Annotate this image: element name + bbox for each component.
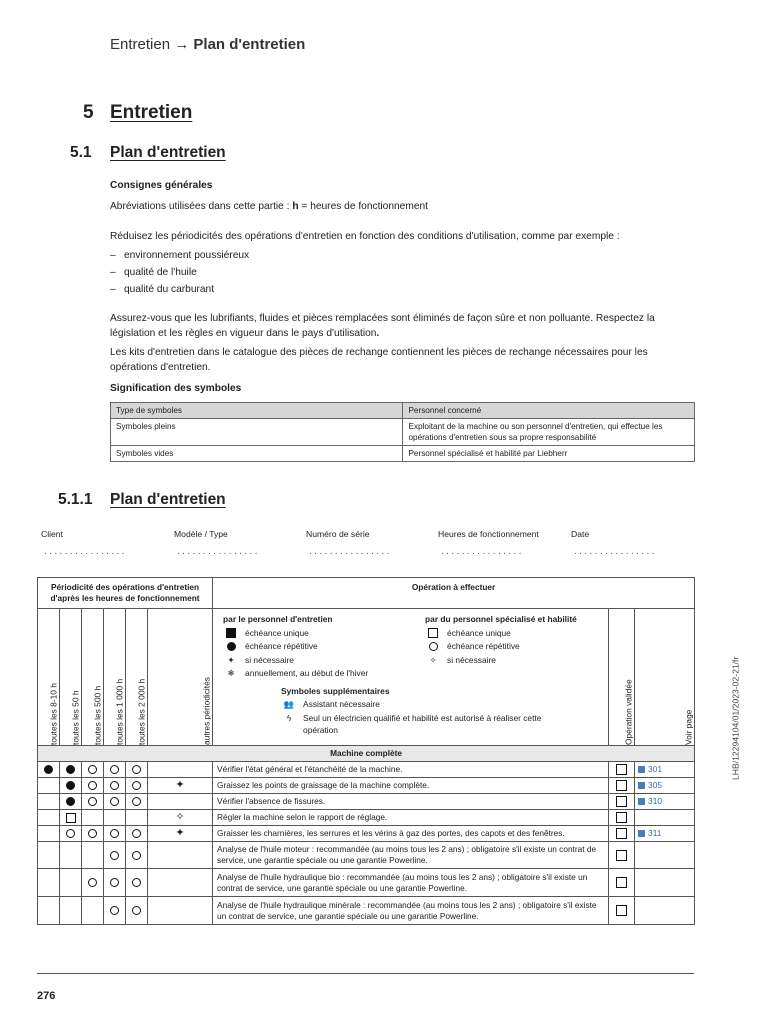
table-row: [38, 762, 695, 778]
table-row: [38, 842, 695, 869]
legend-item: ✦ si nécessaire: [223, 654, 425, 668]
mark-cell: [60, 762, 82, 778]
validated-cell: [609, 826, 635, 842]
open-star-icon: ✧: [429, 654, 437, 665]
mark-cell: [126, 810, 148, 826]
legend-staff-title: par le personnel d'entretien: [223, 614, 333, 624]
operation-text: Vérifier l'absence de fissures.: [213, 794, 609, 810]
operation-text: Analyse de l'huile moteur : recommandée (au moins tous les 2 ans) ; obligatoire s'il existe un contrat de service, une garantie spéciale ou une garantie Powerline.: [213, 842, 609, 869]
mark-cell: [148, 810, 213, 826]
breadcrumb-parent[interactable]: Entretien: [110, 36, 171, 53]
open-circle-icon: [132, 797, 141, 806]
mark-cell: [126, 794, 148, 810]
mark-cell: [82, 897, 104, 925]
plan-rows: [38, 762, 695, 925]
mark-cell: [82, 778, 104, 794]
open-square-icon: [428, 628, 438, 638]
section-title: Entretien: [110, 102, 193, 123]
legend-extra: [281, 685, 598, 736]
page-ref-cell: [635, 842, 695, 869]
open-circle-icon: [132, 829, 141, 838]
mark-cell: [104, 869, 126, 897]
mark-cell: [60, 826, 82, 842]
column-header-500h: toutes les 500 h: [82, 609, 104, 746]
filled-circle-icon: [227, 642, 236, 651]
two-persons-icon: 👥: [283, 699, 295, 709]
open-circle-icon: [88, 797, 97, 806]
field-label-hours: Heures de fonctionnement: [438, 529, 539, 539]
table-cell: Symboles pleins: [111, 419, 403, 446]
operation-text: Graissez les points de graissage de la machine complète.: [213, 778, 609, 794]
page-number: 276: [37, 990, 56, 1002]
validated-cell: [609, 810, 635, 826]
column-header-2000h: toutes les 2 000 h: [126, 609, 148, 746]
mark-cell: [38, 810, 60, 826]
mark-cell: [82, 794, 104, 810]
validated-checkbox[interactable]: [616, 780, 627, 791]
list-item: – environnement poussiéreux: [110, 250, 250, 261]
open-circle-icon: [132, 851, 141, 860]
mark-cell: [148, 762, 213, 778]
column-header-8-10h: toutes les 8-10 h: [38, 609, 60, 746]
validated-checkbox[interactable]: [616, 812, 627, 823]
mark-cell: [104, 826, 126, 842]
table-row: [38, 746, 695, 762]
open-circle-icon: [110, 851, 119, 860]
table-row: [38, 609, 695, 746]
table-cell: Exploitant de la machine ou son personnel d'entretien, qui effectue les opérations d'entretien sous sa propre responsabilité: [403, 419, 695, 446]
operation-text: Graisser les charnières, les serrures et les vérins à gaz des portes, des capots et des fenêtres.: [213, 826, 609, 842]
table-row: [38, 826, 695, 842]
column-header-see-page: Voir page: [635, 609, 695, 746]
table-cell: Personnel spécialisé et habilité par Liebherr: [403, 446, 695, 462]
mark-cell: [104, 762, 126, 778]
legend-special-title: par du personnel spécialisé et habilité: [425, 614, 577, 624]
page-link[interactable]: 305: [648, 780, 663, 790]
legend-item: 👥 Assistant nécessaire: [281, 698, 598, 712]
column-header-validated: Opération validée: [609, 609, 635, 746]
validated-cell: [609, 762, 635, 778]
mark-cell: [38, 826, 60, 842]
table-row: [38, 869, 695, 897]
mark-cell: [126, 869, 148, 897]
open-circle-icon: [429, 642, 438, 651]
filled-circle-icon: [66, 797, 75, 806]
mark-cell: [104, 778, 126, 794]
hours-field[interactable]: ................: [441, 546, 524, 557]
open-circle-icon: [132, 781, 141, 790]
legend-item: échéance répétitive: [425, 640, 577, 654]
mark-cell: [148, 794, 213, 810]
mark-cell: [148, 897, 213, 925]
subsection-number: 5.1: [70, 144, 92, 161]
mark-cell: [126, 826, 148, 842]
mark-cell: [38, 842, 60, 869]
open-circle-icon: [110, 797, 119, 806]
mark-cell: [38, 762, 60, 778]
reduce-text: Réduisez les périodicités des opérations d'entretien en fonction des conditions d'utilisation, comme par exemple :: [110, 231, 620, 242]
validated-cell: [609, 869, 635, 897]
mark-cell: [38, 897, 60, 925]
table-row: [38, 810, 695, 826]
open-circle-icon: [88, 781, 97, 790]
client-field[interactable]: ................: [44, 546, 127, 557]
filled-star-icon: ✦: [227, 654, 235, 665]
validated-checkbox[interactable]: [616, 877, 627, 888]
operation-text: Vérifier l'état général et l'étanchéité de la machine.: [213, 762, 609, 778]
symbols-table: [110, 402, 695, 462]
date-field[interactable]: ................: [574, 546, 657, 557]
page-ref-cell: [635, 810, 695, 826]
mark-cell: [126, 842, 148, 869]
mark-cell: [60, 778, 82, 794]
legend-item: échéance répétitive: [223, 640, 425, 654]
page-link-icon: [638, 766, 645, 773]
open-circle-icon: [88, 878, 97, 887]
document-code: LHB/12294104/01/2023-02-21/fr: [730, 656, 740, 780]
open-circle-icon: [66, 829, 75, 838]
operation-text: Analyse de l'huile hydraulique minérale : recommandée (au moins tous les 2 ans) ; obligatoire s'il existe un contrat de service, une garantie spéciale ou une garantie Powerline.: [213, 897, 609, 925]
breadcrumb-arrow-icon: →: [174, 36, 190, 53]
footer-divider: [37, 973, 694, 974]
page-link-icon: [638, 782, 645, 789]
model-field[interactable]: ................: [177, 546, 260, 557]
open-circle-icon: [132, 906, 141, 915]
table-row: [111, 446, 695, 462]
abbrev-key: h: [292, 201, 299, 212]
page-link[interactable]: 311: [648, 828, 662, 838]
table-row: [38, 778, 695, 794]
lightning-icon: ϟ: [286, 712, 292, 723]
operation-header: Opération à effectuer: [213, 578, 695, 609]
page-ref-cell: [635, 869, 695, 897]
validated-checkbox[interactable]: [616, 764, 627, 775]
page-link[interactable]: 310: [648, 796, 663, 806]
mark-cell: [38, 869, 60, 897]
mark-cell: [60, 842, 82, 869]
table-row: [111, 419, 695, 446]
filled-star-icon: ✦: [175, 827, 185, 839]
validated-checkbox[interactable]: [616, 850, 627, 861]
validated-checkbox[interactable]: [616, 796, 627, 807]
breadcrumb-current: Plan d'entretien: [193, 36, 306, 53]
legend-item: échéance unique: [223, 627, 425, 641]
field-label-serial: Numéro de série: [306, 529, 370, 539]
filled-circle-icon: [66, 765, 75, 774]
mark-cell: [82, 842, 104, 869]
snowflake-icon: ❄: [227, 668, 235, 678]
mark-cell: [148, 778, 213, 794]
mark-cell: [38, 778, 60, 794]
conditions-list: [110, 247, 249, 298]
mark-cell: [38, 794, 60, 810]
mark-cell: [104, 842, 126, 869]
mark-cell: [126, 778, 148, 794]
kits-text: Les kits d'entretien dans le catalogue des pièces de rechange contiennent les pièces de rechange nécessaires pour les opérations d'entretien.: [110, 347, 648, 373]
serial-field[interactable]: ................: [309, 546, 392, 557]
list-item: – qualité de l'huile: [110, 267, 197, 278]
periodicity-header: Périodicité des opérations d'entretien d'après les heures de fonctionnement: [38, 578, 213, 609]
abbrev-prefix: Abréviations utilisées dans cette partie :: [110, 201, 293, 212]
column-header-other: autres périodicités: [148, 609, 213, 746]
mark-cell: [60, 810, 82, 826]
open-circle-icon: [132, 765, 141, 774]
section-row-machine: Machine complète: [38, 746, 695, 762]
mark-cell: [60, 897, 82, 925]
page-ref-cell: [635, 794, 695, 810]
mark-cell: [126, 762, 148, 778]
breadcrumb: [110, 36, 305, 53]
mark-cell: [82, 826, 104, 842]
validated-checkbox[interactable]: [616, 905, 627, 916]
open-circle-icon: [88, 829, 97, 838]
legend-item: ✧ si nécessaire: [425, 654, 577, 668]
open-circle-icon: [132, 878, 141, 887]
open-star-icon: ✧: [175, 811, 185, 823]
legend-staff: [223, 613, 425, 681]
validated-checkbox[interactable]: [616, 828, 627, 839]
field-label-date: Date: [571, 529, 590, 539]
column-header-1000h: toutes les 1 000 h: [104, 609, 126, 746]
symbols-header-staff: Personnel concerné: [403, 403, 695, 419]
legend-cell: [213, 609, 609, 746]
disposal-text: Assurez-vous que les lubrifiants, fluides et pièces remplacées sont éliminés de façon sûre et non polluante. Respectez la législation et les règles en vigueur dans le pays d'utilisation.: [110, 313, 655, 339]
mark-cell: [148, 826, 213, 842]
filled-circle-icon: [66, 781, 75, 790]
mark-cell: [104, 897, 126, 925]
legend-item: ❄ annuellement, au début de l'hiver: [223, 667, 425, 681]
legend-special: [425, 613, 577, 681]
table-row: [38, 578, 695, 609]
open-circle-icon: [88, 765, 97, 774]
page-ref-cell: [635, 826, 695, 842]
open-circle-icon: [110, 765, 119, 774]
table-cell: Symboles vides: [111, 446, 403, 462]
mark-cell: [82, 810, 104, 826]
page-ref-cell: [635, 897, 695, 925]
abbreviations-text: [110, 199, 695, 214]
mark-cell: [82, 869, 104, 897]
subsubsection-title: Plan d'entretien: [110, 491, 226, 508]
validated-cell: [609, 794, 635, 810]
legend-item: ϟ Seul un électricien qualifié et habilité est autorisé à réaliser cette opération: [281, 712, 598, 736]
mark-cell: [104, 810, 126, 826]
mark-cell: [60, 794, 82, 810]
page-ref-cell: [635, 762, 695, 778]
mark-cell: [126, 897, 148, 925]
validated-cell: [609, 842, 635, 869]
filled-star-icon: ✦: [175, 779, 185, 791]
mark-cell: [148, 869, 213, 897]
filled-square-icon: [226, 628, 236, 638]
field-label-model: Modèle / Type: [174, 529, 228, 539]
symbols-heading: Signification des symboles: [110, 383, 242, 394]
list-item: – qualité du carburant: [110, 284, 215, 295]
legend-item: échéance unique: [425, 627, 577, 641]
open-circle-icon: [110, 878, 119, 887]
symbols-header-type: Type de symboles: [111, 403, 403, 419]
subsubsection-number: 5.1.1: [58, 491, 93, 508]
subsection-title: Plan d'entretien: [110, 144, 226, 161]
open-circle-icon: [110, 906, 119, 915]
mark-cell: [82, 762, 104, 778]
maintenance-plan-table: [37, 577, 695, 925]
operation-text: Analyse de l'huile hydraulique bio : recommandée (au moins tous les 2 ans) ; obligatoire s'il existe un contrat de service, une garantie spéciale ou une garantie Powerline.: [213, 869, 609, 897]
open-circle-icon: [110, 829, 119, 838]
legend-extra-title: Symboles supplémentaires: [281, 685, 390, 696]
abbrev-rest: = heures de fonctionnement: [298, 201, 428, 212]
mark-cell: [60, 869, 82, 897]
mark-cell: [104, 794, 126, 810]
table-row: [38, 897, 695, 925]
filled-circle-icon: [44, 765, 53, 774]
symbol-legend: [223, 613, 598, 681]
validated-cell: [609, 897, 635, 925]
page-link-icon: [638, 830, 645, 837]
page-ref-cell: [635, 778, 695, 794]
validated-cell: [609, 778, 635, 794]
table-row: [111, 403, 695, 419]
general-heading: Consignes générales: [110, 180, 213, 191]
column-header-50h: toutes les 50 h: [60, 609, 82, 746]
section-number: 5: [83, 102, 94, 123]
open-circle-icon: [110, 781, 119, 790]
field-label-client: Client: [41, 529, 63, 539]
open-square-icon: [66, 813, 76, 823]
table-row: [38, 794, 695, 810]
mark-cell: [148, 842, 213, 869]
page-link[interactable]: 301: [648, 764, 663, 774]
page-link-icon: [638, 798, 645, 805]
operation-text: Régler la machine selon le rapport de réglage.: [213, 810, 609, 826]
